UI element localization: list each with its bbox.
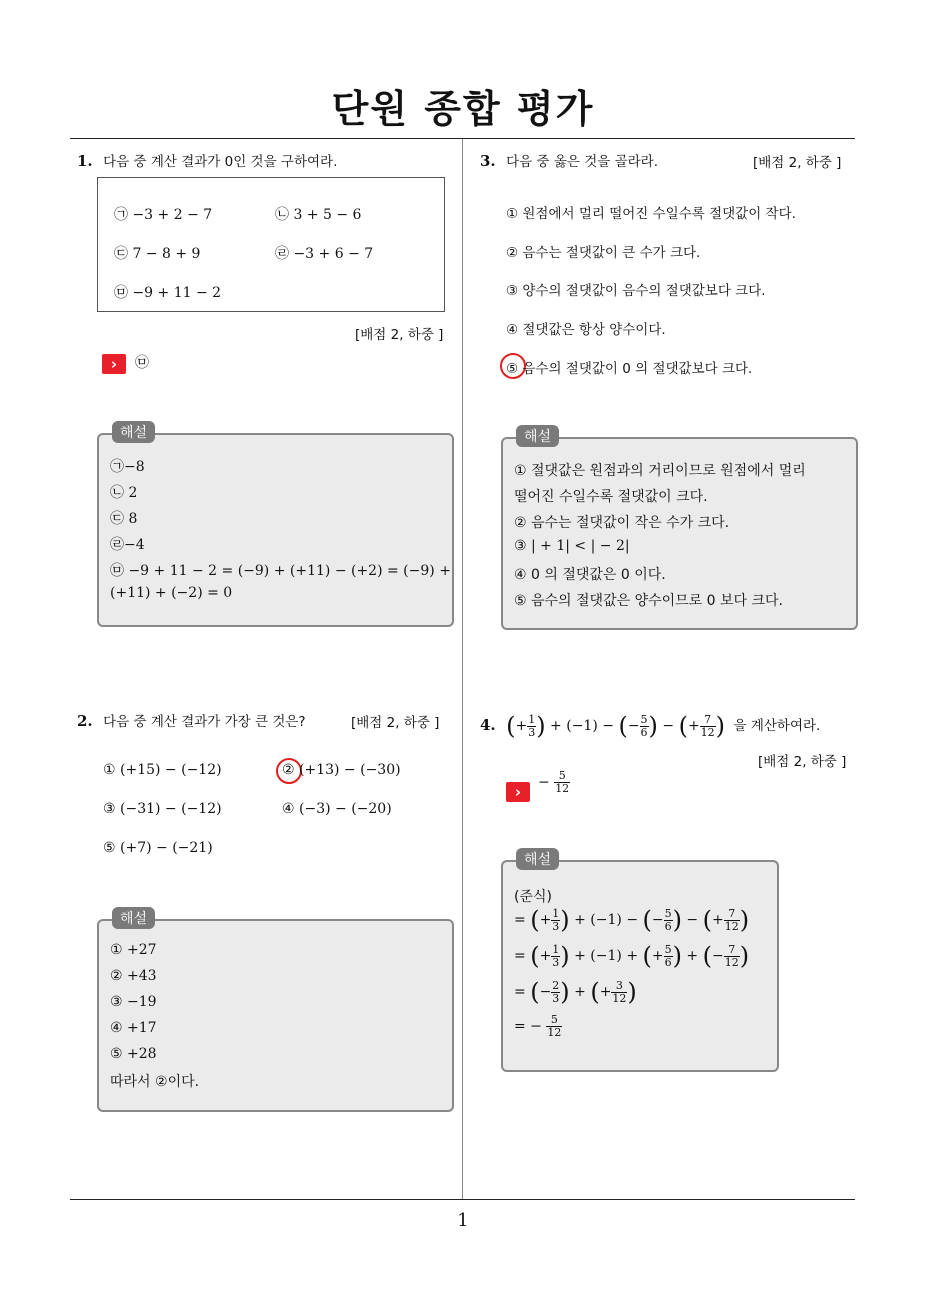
- question-number: 1.: [77, 152, 93, 170]
- option-5: ⑤ 음수의 절댓값이 0 의 절댓값보다 크다.: [506, 361, 753, 377]
- question-number: 4.: [480, 716, 496, 734]
- question-number: 3.: [480, 152, 496, 170]
- page-number: 1: [457, 1210, 469, 1231]
- option-1: ① (+15) − (−12): [103, 762, 222, 778]
- solution-line: ㉡ 2: [110, 485, 138, 501]
- question-text: 을 계산하여라.: [733, 718, 821, 734]
- question-meta: [배점 2, 하중 ]: [753, 155, 842, 171]
- option-5: ⑤ (+7) − (−21): [103, 840, 213, 856]
- question-2-header: [77, 710, 306, 730]
- question-number: 2.: [77, 712, 93, 730]
- solution-label: 해설: [516, 848, 559, 870]
- question-4-header: [480, 712, 820, 740]
- solution-line: ① 절댓값은 원점과의 거리이므로 원점에서 멀리: [514, 463, 806, 479]
- solution-label: 해설: [112, 907, 155, 929]
- option-3: ③ 양수의 절댓값이 음수의 절댓값보다 크다.: [506, 283, 766, 299]
- option-2: ② 음수는 절댓값이 큰 수가 크다.: [506, 245, 701, 261]
- option-4: ④ (−3) − (−20): [282, 801, 392, 817]
- question-1-header: [77, 150, 337, 170]
- option-2: ② (+13) − (−30): [282, 762, 401, 778]
- solution-line: (준식): [514, 889, 552, 905]
- solution-line: ③ −19: [110, 994, 157, 1010]
- solution-line: = (+ $\frac{1}{3}$ ) + (−1) + (+ $\frac{5}{6}$ ) + (− $\frac{7}{12}$ ): [514, 942, 750, 970]
- solution-line: ④ 0 의 절댓값은 0 이다.: [514, 567, 666, 583]
- option-3: ㉢ 7 − 8 + 9: [114, 246, 201, 262]
- question-text: 다음 중 옳은 것을 골라라.: [506, 154, 658, 170]
- chevron-right-icon: ›: [506, 782, 530, 802]
- question-3-header: [480, 150, 658, 170]
- option-5: ㉤ −9 + 11 − 2: [114, 285, 222, 301]
- solution-line: ① +27: [110, 942, 157, 958]
- answer: − $\frac{5}{12}$: [538, 769, 570, 795]
- solution-line: ③ | + 1| < | − 2|: [514, 538, 630, 554]
- solution-line: 떨어진 수일수록 절댓값이 크다.: [514, 489, 708, 505]
- solution-line: = − $\frac{5}{12}$: [514, 1013, 562, 1039]
- solution-line: ㉠−8: [110, 459, 145, 475]
- solution-label: 해설: [112, 421, 155, 443]
- solution-line: = (− $\frac{2}{3}$ ) + (+ $\frac{3}{12}$ ): [514, 978, 637, 1006]
- page-title: 단원 종합 평가: [331, 87, 595, 131]
- column-divider: [462, 139, 463, 1199]
- solution-line: ② 음수는 절댓값이 작은 수가 크다.: [514, 515, 730, 531]
- option-1: ① 원점에서 멀리 떨어진 수일수록 절댓값이 작다.: [506, 206, 796, 222]
- solution-line: ④ +17: [110, 1020, 157, 1036]
- question-text: 다음 중 계산 결과가 가장 큰 것은?: [103, 714, 306, 730]
- solution-line: ㉤ −9 + 11 − 2 = (−9) + (+11) − (+2) = (−9) +: [110, 563, 451, 579]
- solution-label: 해설: [516, 425, 559, 447]
- option-3: ③ (−31) − (−12): [103, 801, 222, 817]
- question-meta: [배점 2, 하중 ]: [758, 754, 847, 770]
- option-1: ㉠ −3 + 2 − 7: [114, 207, 213, 223]
- question-meta: [배점 2, 하중 ]: [355, 327, 444, 343]
- solution-line: = (+ $\frac{1}{3}$ ) + (−1) − (− $\frac{5}{6}$ ) − (+ $\frac{7}{12}$ ): [514, 906, 750, 934]
- answer: ㉤: [135, 355, 149, 371]
- question-expression: (+ $\frac{1}{3}$ ) + (−1) − (− $\frac{5}{6}$ ) − (+ $\frac{7}{12}$ ): [506, 712, 726, 740]
- bottom-divider: [70, 1199, 855, 1200]
- solution-line: ⑤ +28: [110, 1046, 157, 1062]
- solution-line: (+11) + (−2) = 0: [110, 585, 233, 601]
- solution-line: ⑤ 음수의 절댓값은 양수이므로 0 보다 크다.: [514, 593, 783, 609]
- question-text: 다음 중 계산 결과가 0인 것을 구하여라.: [103, 154, 338, 170]
- solution-line: ㉣−4: [110, 537, 145, 553]
- question-meta: [배점 2, 하중 ]: [351, 715, 440, 731]
- solution-line: ㉢ 8: [110, 511, 138, 527]
- option-4: ㉣ −3 + 6 − 7: [275, 246, 374, 262]
- option-2: ㉡ 3 + 5 − 6: [275, 207, 362, 223]
- chevron-right-icon: ›: [102, 354, 126, 374]
- solution-line: ② +43: [110, 968, 157, 984]
- solution-line: 따라서 ②이다.: [110, 1074, 200, 1090]
- option-4: ④ 절댓값은 항상 양수이다.: [506, 322, 666, 338]
